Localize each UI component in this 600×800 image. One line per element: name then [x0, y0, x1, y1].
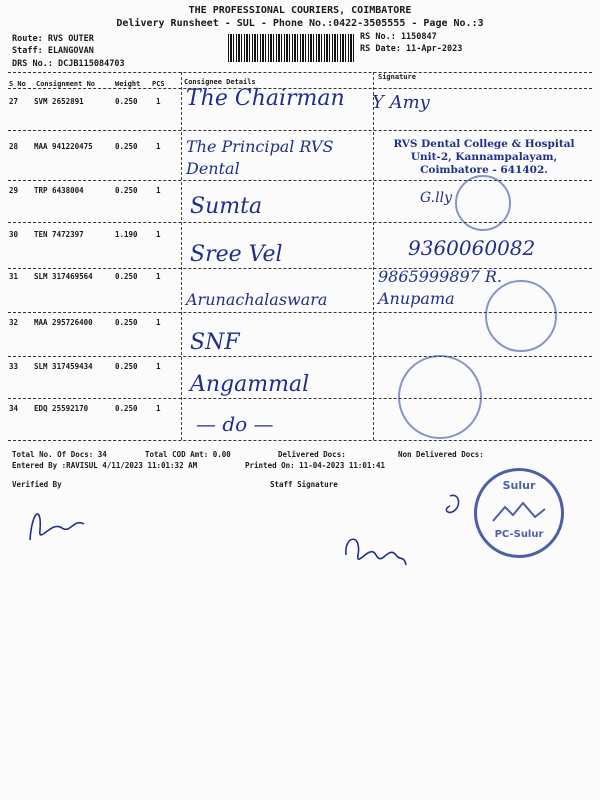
row-rule	[8, 130, 592, 131]
verifier-signature	[22, 500, 92, 550]
staff-signature-label: Staff Signature	[270, 480, 338, 489]
route: Route: RVS OUTER	[12, 34, 94, 44]
row-weight: 1.190	[115, 230, 138, 239]
dental-stamp-seal	[455, 175, 511, 231]
rs-date: RS Date: 11-Apr-2023	[360, 44, 463, 54]
row-consignment: EDQ 25592170	[34, 404, 89, 413]
row-consignee: Sumta	[190, 194, 263, 219]
row-pcs: 1	[156, 318, 161, 327]
row-rule	[8, 222, 592, 223]
row-sno: 31	[9, 272, 19, 281]
row-consignment: SLM 317469564	[34, 272, 93, 281]
total-cod: Total COD Amt: 0.00	[145, 450, 231, 459]
row-weight: 0.250	[115, 142, 138, 151]
round-company-seal	[485, 280, 557, 352]
row-consignee: SNF	[190, 330, 240, 355]
row-rule	[8, 180, 592, 181]
row-weight: 0.250	[115, 97, 138, 106]
barcode	[228, 34, 354, 62]
col-consignee: Consignee Details	[184, 78, 256, 86]
sulur-stamp	[474, 468, 564, 558]
rvs-stamp-text: RVS Dental College & Hospital Unit-2, Kannampalayam, Coimbatore - 641402.	[393, 138, 575, 176]
row-signature: 9865999897 R. Anupama	[378, 267, 503, 308]
entered-by: Entered By :RAVISUL 4/11/2023 11:01:32 AM	[12, 461, 198, 470]
postmaster-initial	[440, 488, 480, 518]
row-consignee: The Principal RVS Dental	[186, 137, 334, 178]
delivered-docs: Delivered Docs:	[278, 450, 346, 459]
row-sno: 29	[9, 186, 19, 195]
row-sno: 27	[9, 97, 19, 106]
row-signature: Y Amy	[372, 92, 430, 113]
row-pcs: 1	[156, 186, 161, 195]
consignee-divider	[181, 72, 182, 440]
row-signature: 9360060082	[408, 236, 536, 260]
printed-on: Printed On: 11-04-2023 11:01:41	[245, 461, 385, 470]
row-consignee: The Chairman	[186, 86, 345, 111]
row-sno: 34	[9, 404, 19, 413]
row-rule	[8, 398, 592, 399]
row-pcs: 1	[156, 362, 161, 371]
non-delivered-docs: Non Delivered Docs:	[398, 450, 484, 459]
row-weight: 0.250	[115, 318, 138, 327]
drs-number: DRS No.: DCJB115084703	[12, 59, 125, 69]
row-consignment: SLM 317459434	[34, 362, 93, 371]
row-pcs: 1	[156, 272, 161, 281]
row-pcs: 1	[156, 97, 161, 106]
row-weight: 0.250	[115, 404, 138, 413]
sulur-stamp-bottom: PC-Sulur	[494, 529, 544, 540]
sulur-stamp-top: Sulur	[502, 479, 536, 492]
signature-divider	[373, 72, 374, 440]
col-signature: Signature	[378, 73, 416, 81]
sulur-stamp-emblem	[491, 499, 547, 525]
rs-number: RS No.: 1150847	[360, 32, 437, 42]
runsheet-subtitle: Delivery Runsheet - SUL - Phone No.:0422-3505555 - Page No.:3	[116, 18, 484, 29]
col-weight: Weight	[115, 80, 141, 88]
total-docs: Total No. Of Docs: 34	[12, 450, 107, 459]
row-consignment: SVM 2652891	[34, 97, 84, 106]
col-pcs: PCS	[152, 80, 165, 88]
verified-by: Verified By	[12, 480, 62, 489]
staff: Staff: ELANGOVAN	[12, 46, 94, 56]
col-sno: S No	[9, 80, 26, 88]
row-signature: G.lly	[420, 190, 452, 206]
row-consignment: TRP 6438004	[34, 186, 84, 195]
row-consignee: — do —	[196, 412, 274, 436]
row-rule	[8, 356, 592, 357]
row-consignee: Arunachalaswara	[186, 290, 328, 309]
row-sno: 33	[9, 362, 19, 371]
row-rule	[8, 440, 592, 441]
staff-signature	[340, 525, 410, 580]
row-consignment: TEN 7472397	[34, 230, 84, 239]
col-consignment: Consignment No	[36, 80, 96, 88]
row-sno: 30	[9, 230, 19, 239]
row-weight: 0.250	[115, 272, 138, 281]
row-pcs: 1	[156, 142, 161, 151]
row-sno: 28	[9, 142, 19, 151]
row-consignment: MAA 941220475	[34, 142, 93, 151]
header-top-rule	[8, 72, 592, 73]
row-consignment: MAA 295726400	[34, 318, 93, 327]
row-pcs: 1	[156, 230, 161, 239]
row-weight: 0.250	[115, 186, 138, 195]
row-consignee: Angammal	[190, 372, 310, 397]
row-consignee: Sree Vel	[190, 242, 283, 267]
row-weight: 0.250	[115, 362, 138, 371]
institute-round-seal	[398, 355, 482, 439]
row-pcs: 1	[156, 404, 161, 413]
row-sno: 32	[9, 318, 19, 327]
company-title: THE PROFESSIONAL COURIERS, COIMBATORE	[188, 5, 412, 16]
